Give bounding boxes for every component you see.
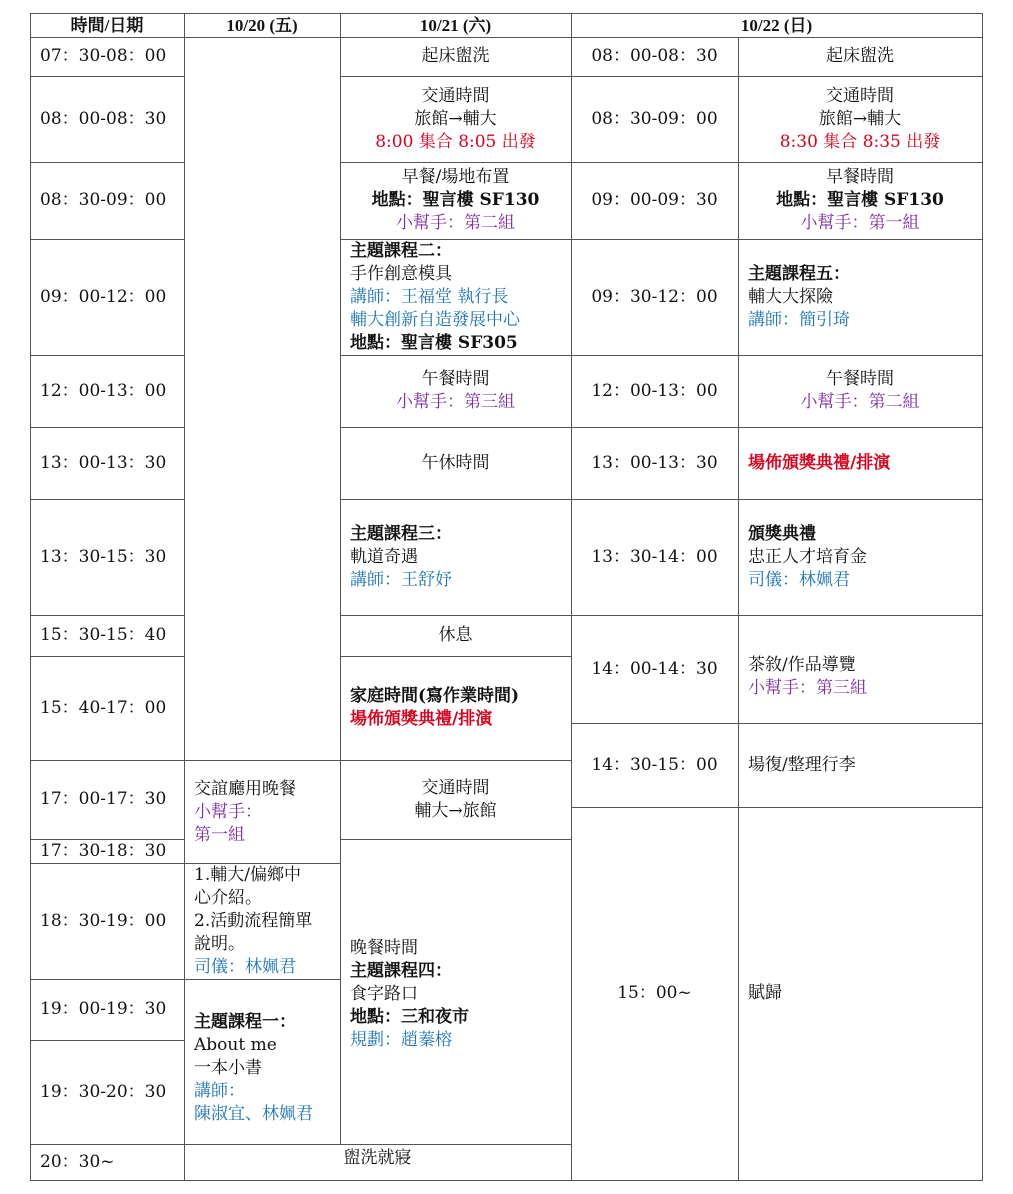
grid-line: [30, 863, 340, 864]
sun-time-slot: 14：30-15：00: [591, 754, 718, 775]
sat-course3-title: 主題課程三：: [350, 523, 452, 544]
sat-course3-name: 軌道奇遇: [350, 546, 418, 567]
sat-nap: 午休時間: [421, 452, 490, 473]
sat-family: [340, 656, 571, 760]
sun-time-slot: 08：00-08：30: [591, 46, 718, 66]
sat-night-planner: 規劃：趙蓁榕: [350, 1029, 452, 1050]
sun-lunch: [738, 355, 982, 427]
grid-line: [340, 760, 571, 761]
grid-line: [30, 615, 184, 616]
time-slot: 13：30-15：30: [40, 546, 167, 567]
fri-dinner: [184, 760, 340, 863]
sun-breakfast-title: 早餐時間: [826, 167, 894, 187]
grid-line: [340, 427, 571, 428]
grid-line: [340, 239, 571, 240]
grid-line: [30, 656, 184, 657]
fri-intro: [184, 863, 340, 979]
grid-line: [30, 427, 184, 428]
sun-time-slot: 08：30-09：00: [591, 108, 718, 129]
time-slot: 17：30-18：30: [40, 840, 167, 861]
sun-tea: [738, 615, 982, 723]
sun-award-host: 司儀：林姵君: [748, 569, 850, 590]
sat-course2: [340, 239, 571, 355]
fri-course1-lecturer-label: 講師：: [194, 1081, 245, 1101]
time-slot: 20：30~: [40, 1151, 115, 1172]
sun-time-slot: 15：00~: [617, 983, 692, 1003]
time-slot: 19：00-19：30: [40, 999, 167, 1019]
sun-rehearsal-label: 場佈頒獎典禮/排演: [748, 452, 891, 473]
fri-intro-line: 說明。: [194, 933, 245, 954]
fri-dinner-title: 交誼廳用晚餐: [194, 779, 296, 799]
table-border: [30, 1180, 983, 1181]
sun-transit-title: 交通時間: [826, 85, 894, 106]
grid-line: [340, 76, 571, 77]
grid-line: [738, 37, 739, 1180]
sun-time-slot: 09：00-09：30: [591, 190, 718, 210]
fri-course1: [184, 979, 340, 1144]
sun-wake: 起床盥洗: [826, 46, 894, 66]
sun-breakfast-helper: 小幫手：第一組: [800, 213, 920, 233]
sun-transit-route: 旅館→輔大: [818, 108, 902, 129]
table-border: [30, 13, 983, 14]
grid-line: [571, 239, 982, 240]
sat-night: [340, 839, 571, 1144]
grid-line: [30, 37, 983, 38]
table-border: [982, 13, 983, 1181]
sun-time-slot: 09：30-12：00: [591, 286, 718, 307]
time-slot: 15：40-17：00: [40, 697, 167, 718]
sat-course3-lecturer: 講師：王舒妤: [350, 569, 452, 590]
fri-intro-host: 司儀：林姵君: [194, 956, 296, 977]
sat-breakfast-location: 地點：聖言樓 SF130: [371, 190, 540, 210]
sun-course5-lecturer: 講師：簡引琦: [748, 309, 850, 330]
grid-line: [340, 162, 571, 163]
time-slot: 15：30-15：40: [40, 625, 167, 645]
sun-award: [738, 499, 982, 615]
sat-night-course4-name: 食字路口: [350, 983, 418, 1004]
sun-course5-title: 主題課程五：: [748, 263, 850, 284]
sun-time-slot: 13：00-13：30: [591, 452, 718, 473]
sat-night-dinner: 晚餐時間: [350, 937, 418, 958]
fri-dinner-group: 第一組: [194, 825, 245, 845]
sat-transit-back: [340, 760, 571, 839]
sat-transit-time: 8:00 集合 8:05 出發: [375, 131, 536, 152]
sun-award-title: 頒獎典禮: [748, 523, 816, 544]
sun-transit-time: 8:30 集合 8:35 出發: [779, 131, 941, 152]
table-border: [30, 13, 31, 1181]
grid-line: [571, 427, 982, 428]
header-day-fri: 10/20 (五): [226, 15, 298, 35]
grid-line: [30, 355, 184, 356]
time-slot: 17：00-17：30: [40, 789, 167, 809]
sat-lunch: [340, 355, 571, 427]
sat-night-location: 地點：三和夜市: [350, 1006, 469, 1027]
grid-line: [340, 615, 571, 616]
sun-home: 賦歸: [748, 983, 782, 1003]
sat-breakfast-title: 早餐/場地布置: [401, 167, 510, 187]
sat-transit: [340, 76, 571, 162]
fri-dinner-helper: 小幫手：: [194, 802, 262, 822]
sat-night-course4-title: 主題課程四：: [350, 960, 452, 981]
sat-rest: 休息: [438, 625, 473, 645]
sat-course3: [340, 499, 571, 615]
sun-tea-title: 茶敘/作品導覽: [748, 655, 856, 675]
grid-line: [30, 239, 184, 240]
sun-breakfast: [738, 162, 982, 239]
grid-line: [571, 499, 982, 500]
fri-course1-subtitle: 一本小書: [194, 1058, 262, 1078]
time-slot: 08：30-09：00: [40, 190, 167, 210]
grid-line: [571, 76, 982, 77]
grid-line: [571, 615, 982, 616]
sat-breakfast: [340, 162, 571, 239]
sun-breakfast-location: 地點：聖言樓 SF130: [776, 190, 944, 210]
sun-lunch-helper: 小幫手：第二組: [800, 392, 920, 412]
sleep-cell: 盥洗就寢: [343, 1147, 412, 1168]
grid-line: [30, 499, 184, 500]
sat-transit-route: 旅館→輔大: [414, 108, 497, 129]
grid-line: [30, 839, 184, 840]
time-slot: 09：00-12：00: [40, 286, 167, 307]
sun-time-slot: 14：00-14：30: [591, 658, 718, 679]
sat-course2-org: 輔大創新自造發展中心: [350, 309, 520, 330]
grid-line: [571, 807, 982, 808]
sat-wake: 起床盥洗: [421, 46, 490, 66]
time-slot: 12：00-13：00: [40, 380, 167, 401]
sat-course2-title: 主題課程二：: [350, 240, 452, 261]
sun-rehearsal: [738, 427, 982, 499]
sat-family-rehearsal: 場佈頒獎典禮/排演: [350, 709, 493, 729]
sun-time-slot: 13：30-14：00: [591, 546, 718, 567]
sat-transit-back-title: 交通時間: [421, 777, 490, 798]
fri-course1-title: 主題課程一：: [194, 1012, 296, 1032]
time-slot: 18：30-19：00: [40, 910, 167, 931]
grid-line: [30, 760, 340, 761]
sat-transit-title: 交通時間: [421, 85, 490, 106]
grid-line: [30, 1144, 571, 1145]
grid-line: [30, 1040, 184, 1041]
header-day-sat: 10/21 (六): [419, 15, 492, 35]
fri-intro-line: 2.活動流程簡單: [194, 910, 313, 931]
sun-pack: 場復/整理行李: [748, 754, 856, 775]
sat-breakfast-helper: 小幫手：第二組: [396, 213, 515, 233]
grid-line: [30, 162, 184, 163]
grid-line: [340, 839, 571, 840]
sat-course2-location: 地點：聖言樓 SF305: [350, 332, 518, 353]
sun-transit: [738, 76, 982, 162]
sat-family-title: 家庭時間(寫作業時間): [350, 686, 520, 706]
grid-line: [30, 979, 340, 980]
fri-intro-line: 1.輔大/偏鄉中: [194, 864, 301, 885]
sun-tea-helper: 小幫手：第三組: [748, 678, 867, 698]
grid-line: [571, 355, 982, 356]
grid-line: [340, 499, 571, 500]
grid-line: [340, 355, 571, 356]
sun-award-name: 忠正人才培育金: [748, 546, 867, 567]
sun-course5: [738, 239, 982, 355]
sat-lunch-title: 午餐時間: [421, 369, 490, 389]
fri-intro-line: 心介紹。: [194, 887, 262, 908]
grid-line: [571, 13, 572, 1180]
time-slot: 08：00-08：30: [40, 108, 167, 129]
time-slot: 13：00-13：30: [40, 452, 167, 473]
time-slot: 19：30-20：30: [40, 1081, 167, 1102]
grid-line: [30, 76, 184, 77]
sat-course2-name: 手作創意模具: [350, 263, 452, 284]
fri-course1-name: About me: [194, 1035, 277, 1055]
grid-line: [340, 656, 571, 657]
sat-course2-lecturer: 講師：王福堂 執行長: [350, 286, 509, 307]
sun-time-slot: 12：00-13：00: [591, 380, 718, 401]
fri-course1-lecturers: 陳淑宜、林姵君: [194, 1104, 313, 1124]
sun-course5-name: 輔大大探險: [748, 286, 833, 307]
header-time-date: 時間/日期: [70, 15, 144, 35]
grid-line: [340, 13, 341, 1144]
grid-line: [571, 162, 982, 163]
grid-line: [571, 723, 982, 724]
time-slot: 07：30-08：00: [40, 46, 167, 66]
sun-lunch-title: 午餐時間: [826, 369, 894, 389]
grid-line: [184, 13, 185, 1180]
sat-lunch-helper: 小幫手：第三組: [396, 392, 515, 412]
header-day-sun: 10/22 (日): [740, 15, 813, 35]
sat-transit-back-route: 輔大→旅館: [414, 800, 497, 821]
